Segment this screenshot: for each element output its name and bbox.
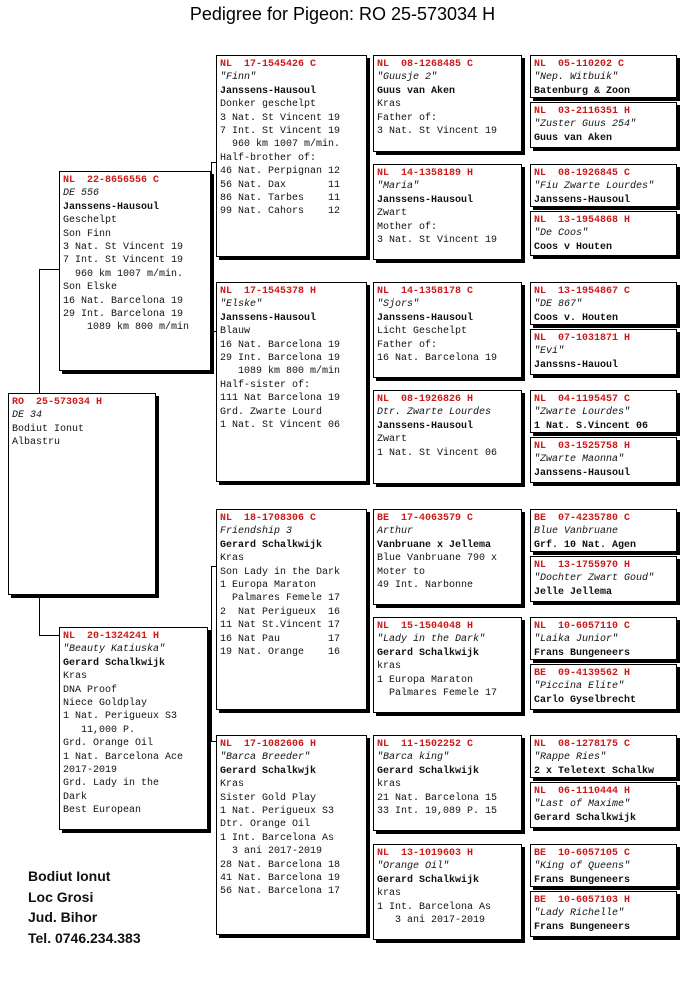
pedigree-box-ddd — [373, 844, 522, 940]
pigeon-name: Blue Vanbruane — [534, 526, 619, 538]
pedigree-line: 11,000 P. — [63, 724, 136, 736]
breeder-name: Gerard Schalkwijk — [377, 874, 480, 886]
ring-number: NL 08-1278175 C — [534, 739, 631, 750]
ring-number: NL 13-1954868 H — [534, 215, 631, 226]
pedigree-line: 3 ani 2017-2019 — [220, 846, 323, 858]
pedigree-line: Grd. Lady in the — [63, 778, 160, 790]
pedigree-line: 86 Nat. Tarbes 11 — [220, 193, 341, 205]
pedigree-line: 1 Nat. St Vincent 06 — [220, 420, 341, 432]
ring-number: NL 03-1525758 H — [534, 441, 631, 452]
pedigree-box-g11 — [530, 617, 677, 660]
pedigree-line: 1 Europa Maraton — [220, 580, 317, 592]
pedigree-box-dd — [216, 735, 367, 935]
pigeon-name: Arthur — [377, 526, 414, 538]
breeder-name: Frans Bungeneers — [534, 874, 631, 886]
pigeon-name: "Fiu Zwarte Lourdes" — [534, 181, 655, 193]
breeder-name: Janssens-Hausoul — [534, 194, 631, 206]
pedigree-box-ssd — [373, 164, 522, 260]
ring-number: NL 05-110202 C — [534, 59, 625, 70]
breeder-name: Janssens-Hausoul — [220, 85, 317, 97]
pedigree-line: 33 Int. 19,089 P. 15 — [377, 806, 498, 818]
pedigree-line: Dtr. Orange Oil — [220, 819, 311, 831]
pedigree-line: 960 km 1007 m/min. — [63, 268, 184, 280]
pigeon-name: "Maria" — [377, 181, 420, 193]
pigeon-name: "Evi" — [534, 346, 565, 358]
ring-number: BE 17-4063579 C — [377, 513, 474, 524]
pedigree-line: kras — [377, 888, 402, 900]
ring-number: NL 08-1268485 C — [377, 59, 474, 70]
pedigree-line: Son Elske — [63, 282, 118, 294]
ring-number: NL 13-1019603 H — [377, 848, 474, 859]
pedigree-line: 2017-2019 — [63, 765, 118, 777]
pigeon-name: "Barca Breeder" — [220, 752, 311, 764]
pedigree-line: 19 Nat. Orange 16 — [220, 647, 341, 659]
ring-number: BE 07-4235780 C — [534, 513, 631, 524]
pedigree-line: Son Finn — [63, 228, 112, 240]
pedigree-box-g12 — [530, 664, 677, 710]
pedigree-line: Blauw — [220, 326, 251, 338]
breeder-name: Grf. 10 Nat. Agen — [534, 539, 637, 551]
pedigree-line: Father of: — [377, 112, 438, 124]
ring-number: BE 09-4139562 H — [534, 668, 631, 679]
ring-number: NL 13-1954867 C — [534, 286, 631, 297]
pedigree-line: Donker geschelpt — [220, 99, 317, 111]
pedigree-line: Kras — [63, 671, 88, 683]
breeder-name: Coos v Houten — [534, 241, 613, 253]
pedigree-line: 11 Nat St.Vincent 17 — [220, 620, 341, 632]
ring-number: NL 11-1502252 C — [377, 739, 474, 750]
breeder-name: Janssens-Hausoul — [220, 312, 317, 324]
ring-number: NL 07-1031871 H — [534, 333, 631, 344]
ring-number: NL 08-1926826 H — [377, 394, 474, 405]
breeder-name: Janssens-Hausoul — [377, 312, 474, 324]
owner-locality: Loc Grosi — [28, 888, 94, 905]
ring-number: NL 20-1324241 H — [63, 631, 160, 642]
pedigree-line: 99 Nat. Cahors 12 — [220, 206, 341, 218]
pedigree-line: 16 Nat Pau 17 — [220, 633, 341, 645]
pigeon-name: "De Coos" — [534, 228, 589, 240]
pedigree-box-subject — [8, 393, 156, 595]
pedigree-line: Zwart — [377, 434, 408, 446]
pedigree-box-g6 — [530, 329, 677, 375]
pedigree-line: Bodiut Ionut — [12, 423, 85, 435]
pedigree-box-dsd — [373, 617, 522, 713]
pedigree-line: 2 Nat Perigueux 16 — [220, 606, 341, 618]
owner-name: Bodiut Ionut — [28, 868, 111, 884]
pigeon-name: DE 34 — [12, 410, 43, 422]
owner-contact — [28, 866, 141, 948]
ring-number: NL 18-1708306 C — [220, 513, 317, 524]
pedigree-box-g8 — [530, 437, 677, 483]
pigeon-name: DE 556 — [63, 188, 100, 200]
ring-number: BE 10-6057105 C — [534, 848, 631, 859]
breeder-name: Jelle Jellema — [534, 586, 613, 598]
pigeon-name: "Dochter Zwart Goud" — [534, 573, 655, 585]
pedigree-line: Best European — [63, 805, 142, 817]
pedigree-line: DNA Proof — [63, 684, 118, 696]
pedigree-line: 3 Nat. St Vincent 19 — [63, 242, 184, 254]
pedigree-line: Father of: — [377, 339, 438, 351]
pedigree-line: Niece Goldplay — [63, 698, 148, 710]
pedigree-box-g16 — [530, 891, 677, 937]
ring-number: NL 13-1755970 H — [534, 560, 631, 571]
pedigree-line: 28 Nat. Barcelona 18 — [220, 859, 341, 871]
breeder-name: Janssens-Hausoul — [63, 201, 160, 213]
pedigree-line: Mother of: — [377, 221, 438, 233]
pigeon-name: "Orange Oil" — [377, 861, 450, 873]
pedigree-line: 1089 km 800 m/min — [63, 322, 190, 334]
pedigree-box-g10 — [530, 556, 677, 602]
pedigree-box-dam — [59, 627, 208, 830]
ring-number: RO 25-573034 H — [12, 397, 103, 408]
ring-number: NL 17-1082606 H — [220, 739, 317, 750]
pedigree-line: 3 Nat. St Vincent 19 — [377, 126, 498, 138]
pedigree-line: Moter to — [377, 566, 426, 578]
pedigree-line: 29 Int. Barcelona 19 — [220, 353, 341, 365]
pedigree-box-ds — [216, 509, 367, 710]
pedigree-box-sds — [373, 282, 522, 378]
pedigree-line: 16 Nat. Barcelona 19 — [220, 339, 341, 351]
breeder-name: Guus van Aken — [534, 132, 613, 144]
ring-number: NL 14-1358189 H — [377, 168, 474, 179]
pedigree-box-g2 — [530, 102, 677, 148]
pedigree-box-g5 — [530, 282, 677, 325]
ring-number: NL 08-1926845 C — [534, 168, 631, 179]
pedigree-line: 29 Int. Barcelona 19 — [63, 309, 184, 321]
pedigree-line: 7 Int. St Vincent 19 — [63, 255, 184, 267]
pedigree-box-sd — [216, 282, 367, 482]
pedigree-line: 1 Nat. St Vincent 06 — [377, 447, 498, 459]
pedigree-box-sire — [59, 171, 211, 371]
pedigree-line: 3 Nat. St Vincent 19 — [377, 235, 498, 247]
pigeon-name: "Rappe Ries" — [534, 752, 607, 764]
pedigree-line: 1 Int. Barcelona As — [377, 901, 492, 913]
breeder-name: Janssens-Hausoul — [377, 194, 474, 206]
pedigree-line: Dark — [63, 791, 88, 803]
pedigree-line: 1 Nat. Perigueux S3 — [63, 711, 178, 723]
ring-number: NL 10-6057110 C — [534, 621, 631, 632]
pedigree-box-g7 — [530, 390, 677, 433]
ring-number: NL 06-1110444 H — [534, 786, 631, 797]
pedigree-line: 21 Nat. Barcelona 15 — [377, 792, 498, 804]
pigeon-name: "DE 867" — [534, 299, 583, 311]
pedigree-box-dss — [373, 509, 522, 605]
pedigree-line: 3 ani 2017-2019 — [377, 915, 486, 927]
pedigree-box-sss — [373, 55, 522, 152]
owner-phone: Tel. 0746.234.383 — [28, 929, 141, 946]
ring-number: NL 17-1545378 H — [220, 286, 317, 297]
pigeon-name: "Elske" — [220, 299, 263, 311]
pigeon-name: "Zuster Guus 254" — [534, 119, 637, 131]
pigeon-name: "Beauty Katiuska" — [63, 644, 166, 656]
pedigree-line: Grd. Zwarte Lourd — [220, 406, 323, 418]
pedigree-box-ss — [216, 55, 367, 257]
pedigree-line: Kras — [377, 99, 402, 111]
pedigree-line: Sister Gold Play — [220, 792, 317, 804]
breeder-name: Gerard Schalkwijk — [220, 539, 323, 551]
pigeon-name: "Lady in the Dark" — [377, 634, 486, 646]
pedigree-box-g13 — [530, 735, 677, 778]
owner-county: Jud. Bihor — [28, 909, 98, 925]
breeder-name: Frans Bungeneers — [534, 647, 631, 659]
pigeon-name: "Nep. Witbuik" — [534, 72, 619, 84]
pedigree-line: Albastru — [12, 437, 61, 449]
pigeon-name: "Zwarte Maonna" — [534, 454, 625, 466]
breeder-name: Janssns-Hauoul — [534, 359, 619, 371]
breeder-name: Janssens-Hausoul — [377, 420, 474, 432]
breeder-name: Janssens-Hausoul — [534, 467, 631, 479]
pedigree-line: Licht Geschelpt — [377, 326, 468, 338]
pedigree-line: 111 Nat Barcelona 19 — [220, 393, 341, 405]
pigeon-name: "King of Queens" — [534, 861, 631, 873]
pedigree-line: 1 Nat. Perigueux S3 — [220, 806, 335, 818]
breeder-name: 2 x Teletext Schalkw — [534, 765, 655, 777]
pedigree-line: 1 Nat. Barcelona Ace — [63, 751, 184, 763]
pedigree-line: 3 Nat. St Vincent 19 — [220, 112, 341, 124]
ring-number: NL 17-1545426 C — [220, 59, 317, 70]
pedigree-line: Palmares Femele 17 — [220, 593, 341, 605]
breeder-name: Gerard Schalkwjk — [220, 765, 317, 777]
page-title: Pedigree for Pigeon: RO 25-573034 H — [189, 4, 496, 24]
ring-number: NL 14-1358178 C — [377, 286, 474, 297]
pedigree-line: Palmares Femele 17 — [377, 688, 498, 700]
ring-number: NL 04-1195457 C — [534, 394, 631, 405]
pedigree-box-g1 — [530, 55, 677, 98]
breeder-name: Frans Bungeneers — [534, 921, 631, 933]
pigeon-name: "Guusje 2" — [377, 72, 438, 84]
pigeon-name: "Lady Richelle" — [534, 908, 625, 920]
pedigree-line: 960 km 1007 m/min. — [220, 139, 341, 151]
pigeon-name: "Laika Junior" — [534, 634, 619, 646]
ring-number: NL 03-2116351 H — [534, 106, 631, 117]
pedigree-box-g4 — [530, 211, 677, 256]
pedigree-line: 1 Europa Maraton — [377, 674, 474, 686]
pedigree-line: Kras — [220, 553, 245, 565]
pedigree-line: Zwart — [377, 208, 408, 220]
breeder-name: 1 Nat. S.Vincent 06 — [534, 420, 649, 432]
pedigree-line: Half-sister of: — [220, 379, 311, 391]
pedigree-line: Kras — [220, 779, 245, 791]
pedigree-line: 41 Nat. Barcelona 19 — [220, 873, 341, 885]
breeder-name: Gerard Schalkwijk — [534, 812, 637, 824]
pigeon-name: "Last of Maxime" — [534, 799, 631, 811]
ring-number: NL 15-1504048 H — [377, 621, 474, 632]
pigeon-name: "Zwarte Lourdes" — [534, 407, 631, 419]
pedigree-line: 16 Nat. Barcelona 19 — [377, 353, 498, 365]
pigeon-name: Dtr. Zwarte Lourdes — [377, 407, 492, 419]
pedigree-line: 56 Nat. Barcelona 17 — [220, 886, 341, 898]
breeder-name: Gerard Schalkwijk — [377, 765, 480, 777]
pigeon-name: "Finn" — [220, 72, 257, 84]
pedigree-line: 1089 km 800 m/min — [220, 366, 341, 378]
pedigree-line: 49 Int. Narbonne — [377, 580, 474, 592]
pedigree-line: 7 Int. St Vincent 19 — [220, 126, 341, 138]
pigeon-name: "Sjors" — [377, 299, 420, 311]
pedigree-line: Geschelpt — [63, 215, 118, 227]
pedigree-box-g3 — [530, 164, 677, 207]
pedigree-line: 16 Nat. Barcelona 19 — [63, 295, 184, 307]
pedigree-box-g9 — [530, 509, 677, 552]
pedigree-line: Grd. Orange Oil — [63, 738, 154, 750]
breeder-name: Batenburg & Zoon — [534, 85, 631, 97]
pedigree-line: kras — [377, 661, 402, 673]
breeder-name: Carlo Gyselbrecht — [534, 694, 637, 706]
pedigree-line: 56 Nat. Dax 11 — [220, 179, 341, 191]
pedigree-line: Blue Vanbruane 790 x — [377, 553, 498, 565]
pedigree-line: 46 Nat. Perpignan 12 — [220, 166, 341, 178]
pedigree-line: 1 Int. Barcelona As — [220, 832, 335, 844]
ring-number: BE 10-6057103 H — [534, 895, 631, 906]
breeder-name: Gerard Schalkwijk — [377, 647, 480, 659]
pigeon-name: "Barca king" — [377, 752, 450, 764]
pedigree-line: Half-brother of: — [220, 152, 317, 164]
pedigree-box-sdd — [373, 390, 522, 484]
breeder-name: Coos v. Houten — [534, 312, 619, 324]
pigeon-name: Friendship 3 — [220, 526, 293, 538]
pedigree-line: kras — [377, 779, 402, 791]
breeder-name: Vanbruane x Jellema — [377, 539, 492, 551]
pigeon-name: "Piccina Elite" — [534, 681, 625, 693]
pedigree-line: Son Lady in the Dark — [220, 566, 341, 578]
pedigree-box-g14 — [530, 782, 677, 828]
breeder-name: Gerard Schalkwijk — [63, 657, 166, 669]
breeder-name: Guus van Aken — [377, 85, 456, 97]
ring-number: NL 22-8656556 C — [63, 175, 160, 186]
pedigree-box-dds — [373, 735, 522, 831]
pedigree-box-g15 — [530, 844, 677, 887]
